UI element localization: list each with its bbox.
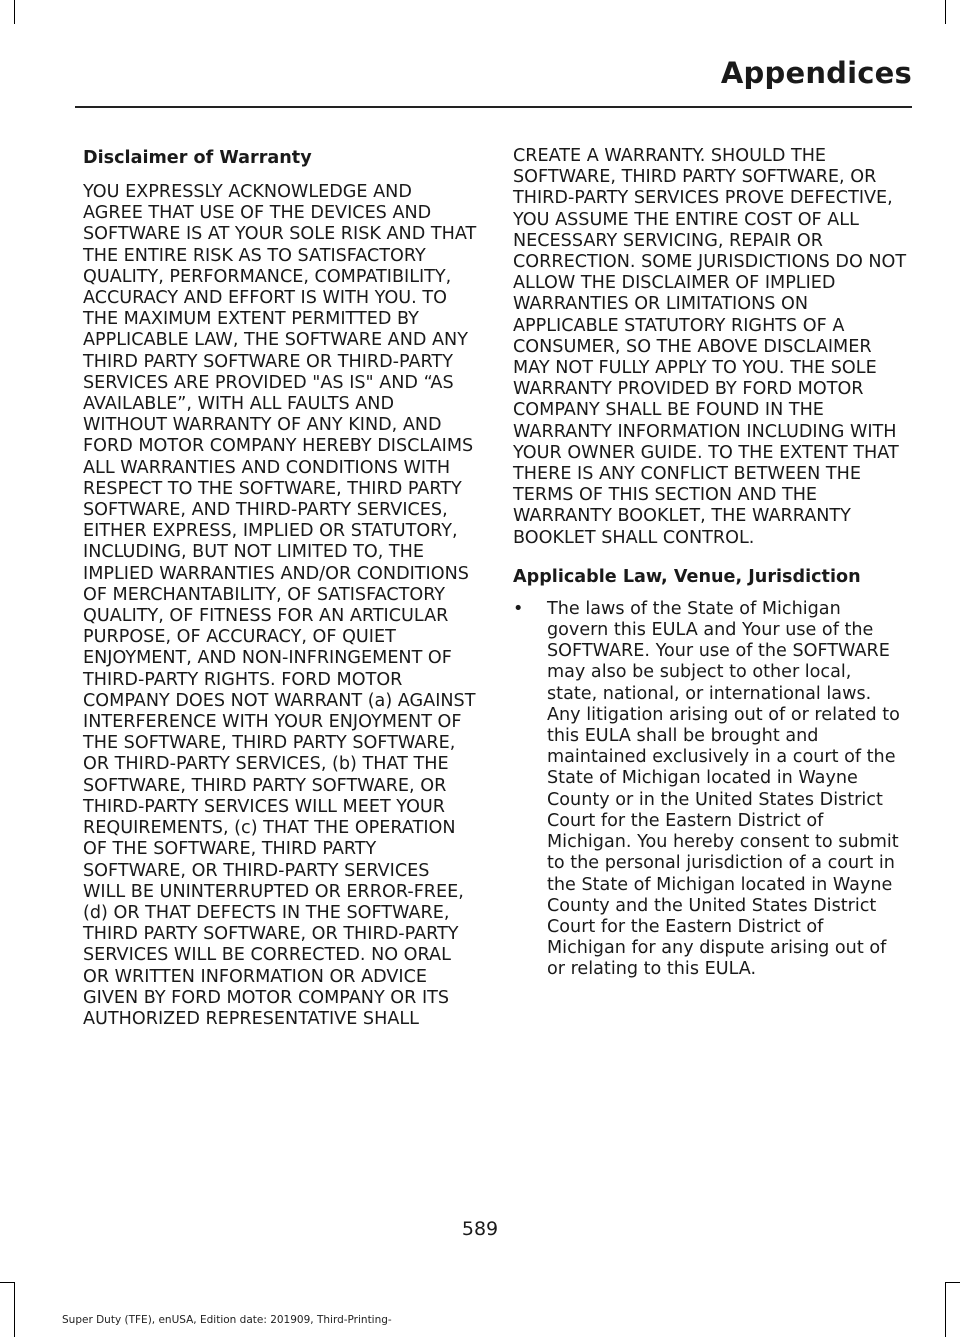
crop-mark-top-left-v bbox=[14, 0, 15, 24]
left-column bbox=[83, 146, 477, 1030]
applicable-law-heading: Applicable Law, Venue, Jurisdiction bbox=[513, 566, 861, 587]
crop-mark-top-right-v bbox=[945, 0, 946, 24]
disclaimer-heading: Disclaimer of Warranty bbox=[83, 148, 312, 168]
header-divider bbox=[75, 106, 912, 108]
right-column bbox=[513, 146, 907, 981]
crop-mark-bottom-left-h bbox=[0, 1282, 15, 1283]
list-item-text: The laws of the State of Michigan govern this EULA and Your use of the SOFTWARE. Your use of the SOFTWARE may also be subject to other local, state, national, or international laws. Any litigation arising out of or related to this EULA shall be brought and maintained exclusively in a court of the State of Michigan located in Wayne County or in the United States District Court for the Eastern District of Michigan. You hereby consent to submit to the personal jurisdiction of a court in the State of Michigan located in Wayne County and the United States District Court for the Eastern District of Michigan for any dispute arising out of or relating to this EULA. bbox=[547, 598, 900, 980]
disclaimer-body-continued: CREATE A WARRANTY. SHOULD THE SOFTWARE, THIRD PARTY SOFTWARE, OR THIRD-PARTY SERVICES PROVE DEFECTIVE, YOU ASSUME THE ENTIRE COST OF ALL NECESSARY SERVICING, REPAIR OR CORRECTION. SOME JURISDICTIONS DO NOT ALLOW THE DISCLAIMER OF IMPLIED WARRANTIES OR LIMITATIONS ON APPLICABLE STATUTORY RIGHTS OF A CONSUMER, SO THE ABOVE DISCLAIMER MAY NOT FULLY APPLY TO YOU. THE SOLE WARRANTY PROVIDED BY FORD MOTOR COMPANY SHALL BE FOUND IN THE WARRANTY INFORMATION INCLUDING WITH YOUR OWNER GUIDE. TO THE EXTENT THAT THERE IS ANY CONFLICT BETWEEN THE TERMS OF THIS SECTION AND THE WARRANTY BOOKLET, THE WARRANTY BOOKLET SHALL CONTROL. bbox=[513, 146, 907, 548]
crop-mark-bottom-left-v bbox=[14, 1282, 15, 1337]
edition-footer: Super Duty (TFE), enUSA, Edition date: 201909, Third-Printing- bbox=[62, 1314, 392, 1326]
crop-mark-bottom-right-h bbox=[945, 1282, 960, 1283]
page-number: 589 bbox=[461, 1218, 499, 1240]
list-item bbox=[513, 599, 907, 981]
applicable-law-list bbox=[513, 599, 907, 981]
bullet-icon: • bbox=[513, 598, 524, 619]
disclaimer-body: YOU EXPRESSLY ACKNOWLEDGE AND AGREE THAT USE OF THE DEVICES AND SOFTWARE IS AT YOUR SOLE RISK AND THAT THE ENTIRE RISK AS TO SATISFACTORY QUALITY, PERFORMANCE, COMPATIBILITY, ACCURACY AND EFFORT IS WITH YOU. TO THE MAXIMUM EXTENT PERMITTED BY APPLICABLE LAW, THE SOFTWARE AND ANY THIRD PARTY SOFTWARE OR THIRD-PARTY SERVICES ARE PROVIDED "AS IS" AND “AS AVAILABLE”, WITH ALL FAULTS AND WITHOUT WARRANTY OF ANY KIND, AND FORD MOTOR COMPANY HEREBY DISCLAIMS ALL WARRANTIES AND CONDITIONS WITH RESPECT TO THE SOFTWARE, THIRD PARTY SOFTWARE, AND THIRD-PARTY SERVICES, EITHER EXPRESS, IMPLIED OR STATUTORY, INCLUDING, BUT NOT LIMITED TO, THE IMPLIED WARRANTIES AND/OR CONDITIONS OF MERCHANTABILITY, OF SATISFACTORY QUALITY, OF FITNESS FOR AN ARTICULAR PURPOSE, OF ACCURACY, OF QUIET ENJOYMENT, AND NON-INFRINGEMENT OF THIRD-PARTY RIGHTS. FORD MOTOR COMPANY DOES NOT WARRANT (a) AGAINST INTERFERENCE WITH YOUR ENJOYMENT OF THE SOFTWARE, THIRD PARTY SOFTWARE, OR THIRD-PARTY SERVICES, (b) THAT THE SOFTWARE, THIRD PARTY SOFTWARE, OR THIRD-PARTY SERVICES WILL MEET YOUR REQUIREMENTS, (c) THAT THE OPERATION OF THE SOFTWARE, THIRD PARTY SOFTWARE, OR THIRD-PARTY SERVICES WILL BE UNINTERRUPTED OR ERROR-FREE, (d) OR THAT DEFECTS IN THE SOFTWARE, THIRD PARTY SOFTWARE, OR THIRD-PARTY SERVICES WILL BE CORRECTED. NO ORAL OR WRITTEN INFORMATION OR ADVICE GIVEN BY FORD MOTOR COMPANY OR ITS AUTHORIZED REPRESENTATIVE SHALL bbox=[83, 182, 477, 1029]
page-title: Appendices bbox=[720, 56, 912, 90]
crop-mark-bottom-right-v bbox=[945, 1282, 946, 1337]
